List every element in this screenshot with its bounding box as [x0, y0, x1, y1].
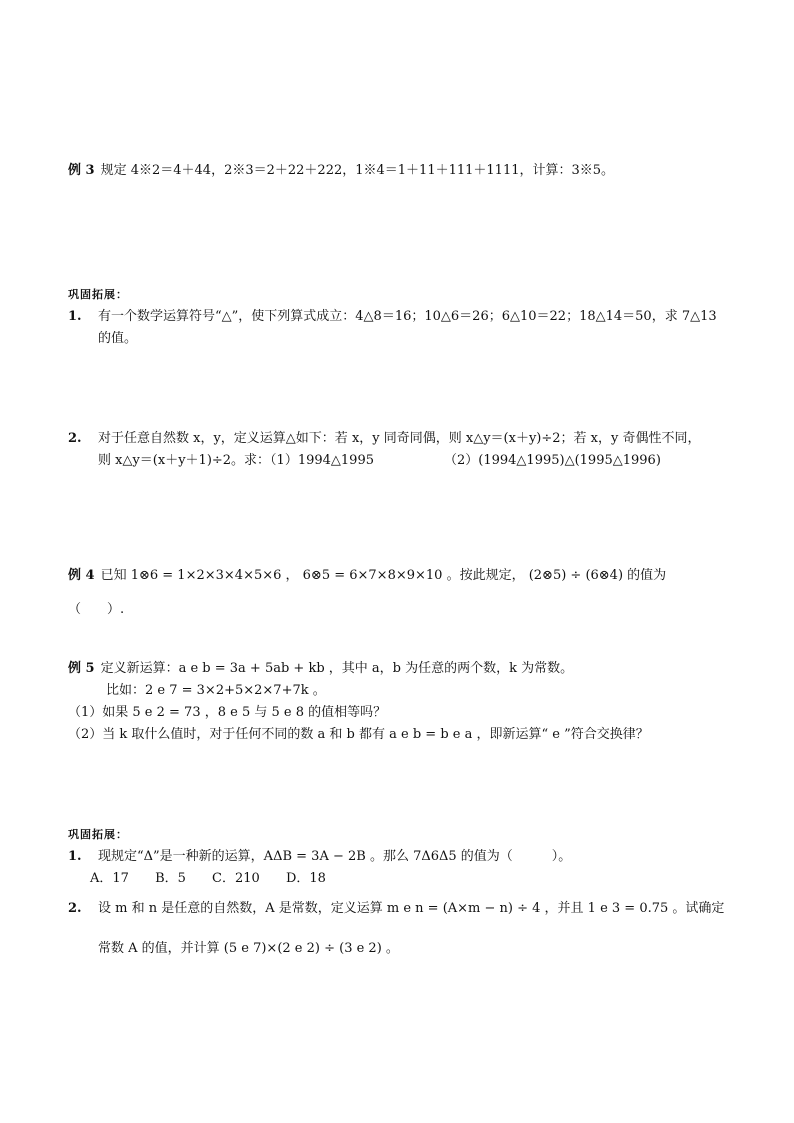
option-b: B．5 [155, 871, 186, 886]
question-line: 对于任意自然数 x，y，定义运算△如下：若 x，y 同奇同偶，则 x△y＝(x＋y)÷2；若 x，y 奇偶性不同， [98, 431, 701, 446]
example-3 [68, 160, 738, 182]
example-5-definition: 定义新运算：a e b = 3a + 5ab + kb ，其中 a，b 为任意的两个数，k 为常数。 [100, 661, 574, 676]
question-line: 常数 A 的值，并计算 (5 e 7)×(2 e 2) ÷ (3 e 2) 。 [98, 941, 399, 956]
question-line: 现规定“Δ”是一种新的运算，AΔB = 3A − 2B 。那么 7Δ6Δ5 的值为（ ）。 [98, 849, 572, 864]
consolidation-2-question-2 [68, 898, 738, 960]
question-line: 有一个数学运算符号“△”，使下列算式成立：4△8＝16；10△6＝26；6△10＝22；18△14＝50，求 7△13 [98, 309, 717, 324]
option-c: C．210 [212, 871, 260, 886]
example-4-label: 例 4 [68, 568, 95, 583]
example-4-blank: （ ）. [68, 602, 125, 617]
question-part-2: （2）(1994△1995)△(1995△1996) [444, 453, 661, 468]
question-line: 的值。 [98, 331, 138, 346]
example-5-part-1: （1）如果 5 e 2 = 73 ，8 e 5 与 5 e 8 的值相等吗？ [68, 705, 387, 720]
consolidation-heading-1: 巩固拓展： [68, 288, 128, 301]
example-5-label: 例 5 [68, 661, 95, 676]
example-5-part-2: （2）当 k 取什么值时，对于任何不同的数 a 和 b 都有 a e b = b e a ，即新运算“ e ”符合交换律？ [68, 727, 649, 742]
consolidation-1-question-1 [68, 306, 738, 350]
consolidation-heading-2: 巩固拓展： [68, 828, 128, 841]
example-3-label: 例 3 [68, 163, 95, 178]
question-line: 设 m 和 n 是任意的自然数，A 是常数，定义运算 m e n = (A×m − n) ÷ 4 ，并且 1 e 3 = 0.75 。试确定 [98, 901, 725, 916]
example-4-text: 已知 1⊗6 = 1×2×3×4×5×6 ， 6⊗5 = 6×7×8×9×10 。按此规定， (2⊗5) ÷ (6⊗4) 的值为 [100, 568, 667, 583]
question-part-1: 则 x△y＝(x＋y＋1)÷2。求：（1）1994△1995 [98, 453, 374, 468]
question-number: 1. [68, 309, 82, 324]
question-number: 1. [68, 849, 82, 864]
option-a: A．17 [90, 871, 129, 886]
option-d: D．18 [285, 871, 326, 886]
example-3-text: 规定 4※2＝4＋44，2※3＝2＋22＋222，1※4＝1＋11＋111＋1111，计算：3※5。 [100, 163, 615, 178]
example-4 [68, 565, 738, 621]
example-5-example: 比如：2 e 7 = 3×2+5×2×7+7k 。 [106, 683, 326, 698]
question-number: 2. [68, 431, 82, 446]
example-5 [68, 658, 738, 746]
question-number: 2. [68, 901, 82, 916]
consolidation-1-question-2 [68, 428, 738, 472]
consolidation-2-question-1 [68, 846, 738, 890]
